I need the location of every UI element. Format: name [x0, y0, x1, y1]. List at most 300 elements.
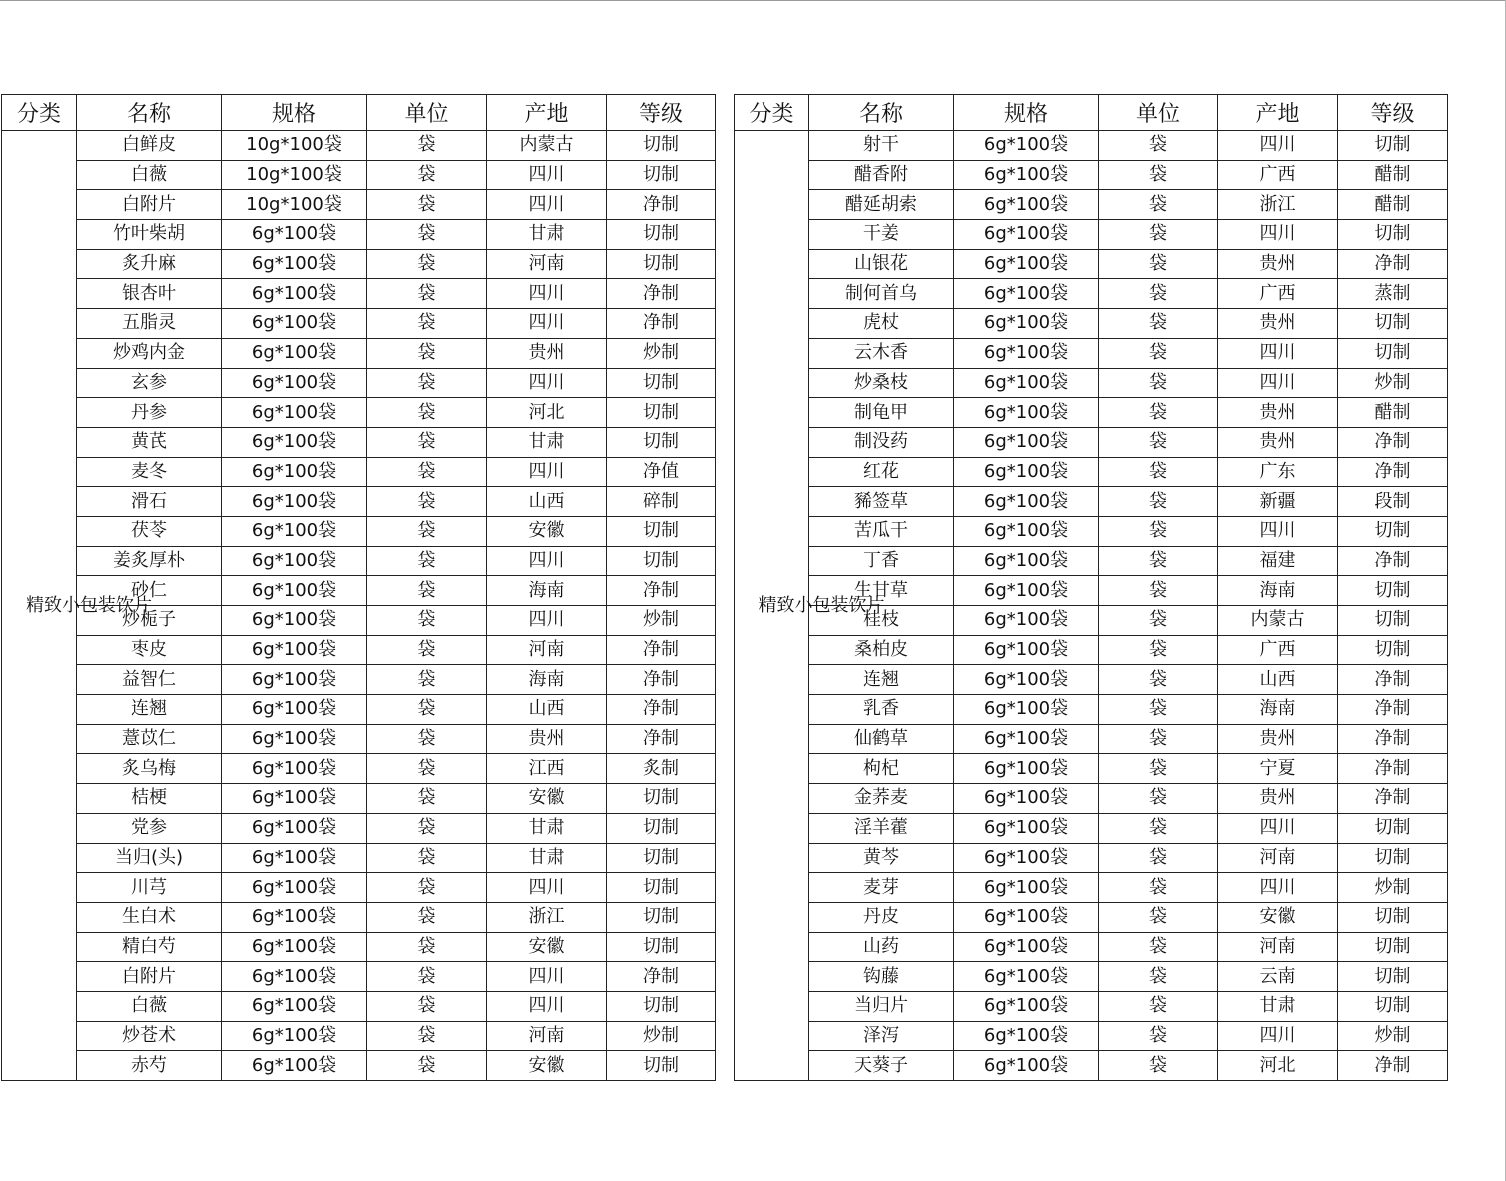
header-name: 名称: [809, 95, 954, 131]
cell-spec: 6g*100袋: [222, 338, 367, 368]
cell-origin: 河南: [487, 1021, 607, 1051]
cell-grade: 炒制: [607, 1021, 716, 1051]
header-origin: 产地: [1218, 95, 1338, 131]
cell-name: 制龟甲: [809, 398, 954, 428]
cell-origin: 安徽: [487, 932, 607, 962]
cell-grade: 切制: [1338, 902, 1448, 932]
table-row: [735, 279, 1448, 309]
table-row: [2, 843, 716, 873]
cell-unit: 袋: [367, 279, 487, 309]
table-row: [2, 487, 716, 517]
cell-spec: 6g*100袋: [222, 249, 367, 279]
cell-name: 枣皮: [77, 635, 222, 665]
cell-spec: 6g*100袋: [222, 991, 367, 1021]
cell-origin: 贵州: [1218, 427, 1338, 457]
cell-name: 淫羊藿: [809, 813, 954, 843]
cell-name: 白薇: [77, 160, 222, 190]
cell-grade: 切制: [1338, 962, 1448, 992]
cell-name: 制没药: [809, 427, 954, 457]
cell-name: 炙升麻: [77, 249, 222, 279]
table-row: [735, 962, 1448, 992]
cell-origin: 四川: [1218, 516, 1338, 546]
cell-spec: 6g*100袋: [222, 843, 367, 873]
table-row: [2, 457, 716, 487]
table-row: [2, 991, 716, 1021]
cell-spec: 6g*100袋: [954, 932, 1099, 962]
cell-origin: 贵州: [1218, 249, 1338, 279]
cell-name: 连翘: [77, 695, 222, 725]
cell-name: 茯苓: [77, 516, 222, 546]
cell-grade: 切制: [607, 516, 716, 546]
table-row: [2, 1051, 716, 1081]
cell-spec: 6g*100袋: [954, 962, 1099, 992]
cell-unit: 袋: [1099, 932, 1218, 962]
cell-origin: 贵州: [1218, 309, 1338, 339]
cell-name: 五脂灵: [77, 309, 222, 339]
cell-unit: 袋: [367, 902, 487, 932]
cell-origin: 河南: [1218, 932, 1338, 962]
product-table-left: [1, 94, 716, 1081]
cell-origin: 四川: [487, 368, 607, 398]
cell-spec: 6g*100袋: [222, 457, 367, 487]
header-category: 分类: [735, 95, 809, 131]
cell-origin: 江西: [487, 754, 607, 784]
cell-name: 滑石: [77, 487, 222, 517]
cell-spec: 6g*100袋: [954, 576, 1099, 606]
cell-unit: 袋: [367, 1021, 487, 1051]
cell-unit: 袋: [367, 932, 487, 962]
cell-origin: 河南: [487, 635, 607, 665]
table-row: [735, 487, 1448, 517]
table-row: [735, 902, 1448, 932]
table-row: [735, 695, 1448, 725]
product-table-right: [734, 94, 1448, 1081]
cell-name: 麦冬: [77, 457, 222, 487]
cell-origin: 四川: [1218, 338, 1338, 368]
cell-origin: 内蒙古: [487, 131, 607, 161]
table-row: [2, 516, 716, 546]
cell-grade: 切制: [607, 902, 716, 932]
table-row: [2, 131, 716, 161]
cell-spec: 6g*100袋: [222, 873, 367, 903]
table-row: [735, 338, 1448, 368]
cell-unit: 袋: [367, 873, 487, 903]
table-row: [735, 724, 1448, 754]
cell-spec: 6g*100袋: [954, 546, 1099, 576]
cell-grade: 净制: [1338, 695, 1448, 725]
cell-origin: 广西: [1218, 635, 1338, 665]
cell-origin: 四川: [487, 309, 607, 339]
cell-grade: 切制: [607, 1051, 716, 1081]
cell-grade: 切制: [1338, 606, 1448, 636]
cell-name: 天葵子: [809, 1051, 954, 1081]
cell-unit: 袋: [367, 338, 487, 368]
table-row: [735, 160, 1448, 190]
cell-origin: 安徽: [487, 784, 607, 814]
cell-name: 赤芍: [77, 1051, 222, 1081]
table-row: [2, 546, 716, 576]
cell-spec: 10g*100袋: [222, 190, 367, 220]
cell-unit: 袋: [1099, 843, 1218, 873]
cell-origin: 山西: [487, 695, 607, 725]
cell-name: 醋延胡索: [809, 190, 954, 220]
cell-origin: 广东: [1218, 457, 1338, 487]
cell-origin: 四川: [487, 279, 607, 309]
cell-name: 仙鹤草: [809, 724, 954, 754]
table-row: [2, 338, 716, 368]
cell-grade: 切制: [1338, 932, 1448, 962]
category-label: 精致小包装饮片: [758, 594, 885, 616]
cell-unit: 袋: [367, 309, 487, 339]
cell-origin: 贵州: [1218, 724, 1338, 754]
cell-spec: 6g*100袋: [222, 606, 367, 636]
cell-unit: 袋: [1099, 131, 1218, 161]
table-row: [735, 784, 1448, 814]
header-grade: 等级: [607, 95, 716, 131]
cell-unit: 袋: [1099, 279, 1218, 309]
cell-grade: 净制: [1338, 457, 1448, 487]
cell-name: 桂枝: [809, 606, 954, 636]
cell-name: 生白术: [77, 902, 222, 932]
top-border: [0, 0, 1506, 1]
table-row: [735, 1051, 1448, 1081]
cell-unit: 袋: [367, 190, 487, 220]
cell-grade: 切制: [607, 932, 716, 962]
cell-grade: 切制: [607, 813, 716, 843]
cell-origin: 海南: [487, 665, 607, 695]
cell-origin: 四川: [487, 546, 607, 576]
cell-grade: 净制: [1338, 1051, 1448, 1081]
cell-spec: 6g*100袋: [954, 516, 1099, 546]
cell-unit: 袋: [1099, 220, 1218, 250]
cell-unit: 袋: [367, 457, 487, 487]
cell-unit: 袋: [1099, 398, 1218, 428]
cell-grade: 净制: [1338, 754, 1448, 784]
cell-spec: 6g*100袋: [222, 635, 367, 665]
cell-origin: 安徽: [487, 516, 607, 546]
cell-grade: 炒制: [607, 606, 716, 636]
cell-unit: 袋: [1099, 338, 1218, 368]
cell-name: 益智仁: [77, 665, 222, 695]
table-row: [2, 279, 716, 309]
table-row: [2, 932, 716, 962]
cell-origin: 四川: [1218, 813, 1338, 843]
category-label: 精致小包装饮片: [26, 594, 152, 616]
cell-spec: 6g*100袋: [222, 220, 367, 250]
cell-grade: 切制: [1338, 843, 1448, 873]
cell-unit: 袋: [1099, 546, 1218, 576]
table-row: [2, 902, 716, 932]
cell-origin: 四川: [1218, 1021, 1338, 1051]
header-grade: 等级: [1338, 95, 1448, 131]
cell-unit: 袋: [1099, 160, 1218, 190]
table-row: [735, 635, 1448, 665]
cell-name: 乳香: [809, 695, 954, 725]
cell-name: 红花: [809, 457, 954, 487]
cell-name: 竹叶柴胡: [77, 220, 222, 250]
cell-origin: 四川: [1218, 131, 1338, 161]
cell-spec: 6g*100袋: [954, 190, 1099, 220]
cell-grade: 切制: [607, 784, 716, 814]
cell-name: 白薇: [77, 991, 222, 1021]
cell-grade: 净制: [1338, 665, 1448, 695]
cell-grade: 切制: [607, 843, 716, 873]
cell-unit: 袋: [367, 546, 487, 576]
cell-spec: 6g*100袋: [954, 724, 1099, 754]
cell-name: 丁香: [809, 546, 954, 576]
cell-unit: 袋: [367, 962, 487, 992]
cell-spec: 6g*100袋: [954, 249, 1099, 279]
cell-unit: 袋: [1099, 249, 1218, 279]
cell-name: 桑柏皮: [809, 635, 954, 665]
cell-grade: 切制: [1338, 635, 1448, 665]
cell-origin: 甘肃: [487, 220, 607, 250]
cell-unit: 袋: [1099, 427, 1218, 457]
cell-origin: 海南: [1218, 695, 1338, 725]
cell-grade: 净制: [607, 724, 716, 754]
cell-unit: 袋: [1099, 724, 1218, 754]
cell-unit: 袋: [1099, 635, 1218, 665]
cell-spec: 6g*100袋: [954, 309, 1099, 339]
table-row: [735, 368, 1448, 398]
cell-spec: 6g*100袋: [222, 724, 367, 754]
cell-grade: 切制: [1338, 131, 1448, 161]
cell-origin: 浙江: [487, 902, 607, 932]
cell-origin: 云南: [1218, 962, 1338, 992]
cell-name: 云木香: [809, 338, 954, 368]
cell-name: 玄参: [77, 368, 222, 398]
cell-grade: 蒸制: [1338, 279, 1448, 309]
cell-origin: 四川: [487, 606, 607, 636]
table-row: [2, 695, 716, 725]
cell-spec: 6g*100袋: [222, 932, 367, 962]
cell-name: 生甘草: [809, 576, 954, 606]
cell-name: 当归(头): [77, 843, 222, 873]
cell-spec: 6g*100袋: [222, 784, 367, 814]
cell-origin: 四川: [1218, 220, 1338, 250]
cell-spec: 6g*100袋: [954, 368, 1099, 398]
cell-origin: 四川: [487, 962, 607, 992]
cell-unit: 袋: [367, 427, 487, 457]
table-row: [735, 546, 1448, 576]
cell-name: 射干: [809, 131, 954, 161]
cell-spec: 6g*100袋: [222, 576, 367, 606]
cell-grade: 切制: [1338, 220, 1448, 250]
cell-spec: 6g*100袋: [954, 754, 1099, 784]
cell-origin: 贵州: [487, 724, 607, 754]
cell-unit: 袋: [1099, 902, 1218, 932]
cell-origin: 安徽: [1218, 902, 1338, 932]
cell-name: 枸杞: [809, 754, 954, 784]
cell-name: 炙乌梅: [77, 754, 222, 784]
cell-spec: 10g*100袋: [222, 131, 367, 161]
cell-unit: 袋: [367, 1051, 487, 1081]
table-row: [735, 220, 1448, 250]
cell-unit: 袋: [1099, 873, 1218, 903]
cell-unit: 袋: [1099, 190, 1218, 220]
cell-origin: 甘肃: [1218, 991, 1338, 1021]
cell-spec: 6g*100袋: [954, 606, 1099, 636]
cell-spec: 6g*100袋: [222, 1051, 367, 1081]
cell-unit: 袋: [1099, 754, 1218, 784]
cell-name: 川芎: [77, 873, 222, 903]
cell-origin: 四川: [487, 190, 607, 220]
header-row: [2, 95, 716, 131]
cell-grade: 切制: [607, 249, 716, 279]
cell-origin: 海南: [487, 576, 607, 606]
cell-origin: 贵州: [487, 338, 607, 368]
cell-grade: 切制: [1338, 813, 1448, 843]
cell-name: 泽泻: [809, 1021, 954, 1051]
table-row: [735, 932, 1448, 962]
cell-spec: 6g*100袋: [954, 457, 1099, 487]
table-row: [2, 635, 716, 665]
cell-grade: 炒制: [1338, 368, 1448, 398]
cell-name: 白附片: [77, 962, 222, 992]
cell-spec: 6g*100袋: [954, 813, 1099, 843]
table-row: [735, 427, 1448, 457]
cell-spec: 6g*100袋: [954, 398, 1099, 428]
cell-spec: 6g*100袋: [954, 131, 1099, 161]
cell-spec: 6g*100袋: [954, 1021, 1099, 1051]
cell-spec: 6g*100袋: [954, 784, 1099, 814]
cell-origin: 河北: [487, 398, 607, 428]
cell-origin: 四川: [487, 160, 607, 190]
cell-spec: 6g*100袋: [222, 516, 367, 546]
cell-unit: 袋: [367, 843, 487, 873]
cell-unit: 袋: [367, 991, 487, 1021]
cell-unit: 袋: [367, 754, 487, 784]
cell-grade: 净制: [607, 695, 716, 725]
cell-grade: 净制: [607, 279, 716, 309]
cell-name: 银杏叶: [77, 279, 222, 309]
cell-unit: 袋: [1099, 368, 1218, 398]
table-row: [735, 754, 1448, 784]
header-name: 名称: [77, 95, 222, 131]
cell-origin: 甘肃: [487, 843, 607, 873]
cell-grade: 切制: [607, 873, 716, 903]
header-spec: 规格: [222, 95, 367, 131]
cell-spec: 6g*100袋: [954, 695, 1099, 725]
cell-origin: 河南: [1218, 843, 1338, 873]
table-row: [735, 249, 1448, 279]
cell-origin: 甘肃: [487, 813, 607, 843]
cell-grade: 切制: [1338, 338, 1448, 368]
cell-spec: 6g*100袋: [954, 635, 1099, 665]
cell-unit: 袋: [1099, 606, 1218, 636]
cell-grade: 炙制: [607, 754, 716, 784]
cell-grade: 净制: [607, 962, 716, 992]
cell-spec: 6g*100袋: [954, 160, 1099, 190]
cell-grade: 炒制: [1338, 1021, 1448, 1051]
table-row: [2, 1021, 716, 1051]
cell-grade: 净制: [1338, 249, 1448, 279]
cell-grade: 切制: [1338, 991, 1448, 1021]
cell-grade: 段制: [1338, 487, 1448, 517]
cell-origin: 河北: [1218, 1051, 1338, 1081]
table-row: [2, 398, 716, 428]
cell-grade: 净制: [607, 665, 716, 695]
cell-spec: 6g*100袋: [954, 427, 1099, 457]
header-row: [735, 95, 1448, 131]
cell-name: 炒桑枝: [809, 368, 954, 398]
cell-origin: 新疆: [1218, 487, 1338, 517]
cell-name: 醋香附: [809, 160, 954, 190]
header-origin: 产地: [487, 95, 607, 131]
cell-name: 黄芪: [77, 427, 222, 457]
table-row: [2, 190, 716, 220]
cell-unit: 袋: [367, 724, 487, 754]
table-row: [2, 249, 716, 279]
cell-origin: 安徽: [487, 1051, 607, 1081]
cell-origin: 山西: [487, 487, 607, 517]
cell-origin: 四川: [487, 457, 607, 487]
table-row: [2, 754, 716, 784]
cell-unit: 袋: [367, 576, 487, 606]
cell-spec: 6g*100袋: [222, 368, 367, 398]
cell-unit: 袋: [367, 131, 487, 161]
cell-unit: 袋: [1099, 784, 1218, 814]
cell-unit: 袋: [1099, 1021, 1218, 1051]
table-row: [2, 784, 716, 814]
cell-grade: 切制: [1338, 516, 1448, 546]
table-row: [735, 991, 1448, 1021]
cell-grade: 切制: [607, 131, 716, 161]
table-row: [735, 873, 1448, 903]
table-row: [2, 220, 716, 250]
cell-origin: 甘肃: [487, 427, 607, 457]
cell-grade: 碎制: [607, 487, 716, 517]
cell-grade: 切制: [607, 220, 716, 250]
cell-origin: 宁夏: [1218, 754, 1338, 784]
header-spec: 规格: [954, 95, 1099, 131]
cell-grade: 切制: [607, 427, 716, 457]
table-row: [2, 368, 716, 398]
table-row: [735, 398, 1448, 428]
cell-unit: 袋: [1099, 309, 1218, 339]
header-unit: 单位: [367, 95, 487, 131]
cell-grade: 净制: [607, 190, 716, 220]
cell-unit: 袋: [367, 665, 487, 695]
cell-spec: 6g*100袋: [222, 546, 367, 576]
table-row: [735, 1021, 1448, 1051]
cell-grade: 净制: [1338, 724, 1448, 754]
cell-origin: 贵州: [1218, 398, 1338, 428]
cell-unit: 袋: [1099, 991, 1218, 1021]
cell-grade: 净制: [1338, 427, 1448, 457]
cell-unit: 袋: [1099, 1051, 1218, 1081]
cell-origin: 内蒙古: [1218, 606, 1338, 636]
cell-grade: 净制: [1338, 546, 1448, 576]
cell-origin: 福建: [1218, 546, 1338, 576]
cell-name: 钩藤: [809, 962, 954, 992]
cell-spec: 10g*100袋: [222, 160, 367, 190]
header-category: 分类: [2, 95, 77, 131]
cell-grade: 切制: [607, 398, 716, 428]
cell-name: 薏苡仁: [77, 724, 222, 754]
cell-unit: 袋: [1099, 695, 1218, 725]
cell-name: 金荞麦: [809, 784, 954, 814]
cell-unit: 袋: [367, 606, 487, 636]
cell-spec: 6g*100袋: [222, 487, 367, 517]
cell-unit: 袋: [1099, 665, 1218, 695]
cell-unit: 袋: [367, 635, 487, 665]
cell-spec: 6g*100袋: [222, 1021, 367, 1051]
cell-unit: 袋: [367, 695, 487, 725]
cell-name: 桔梗: [77, 784, 222, 814]
cell-origin: 四川: [487, 873, 607, 903]
cell-spec: 6g*100袋: [954, 991, 1099, 1021]
